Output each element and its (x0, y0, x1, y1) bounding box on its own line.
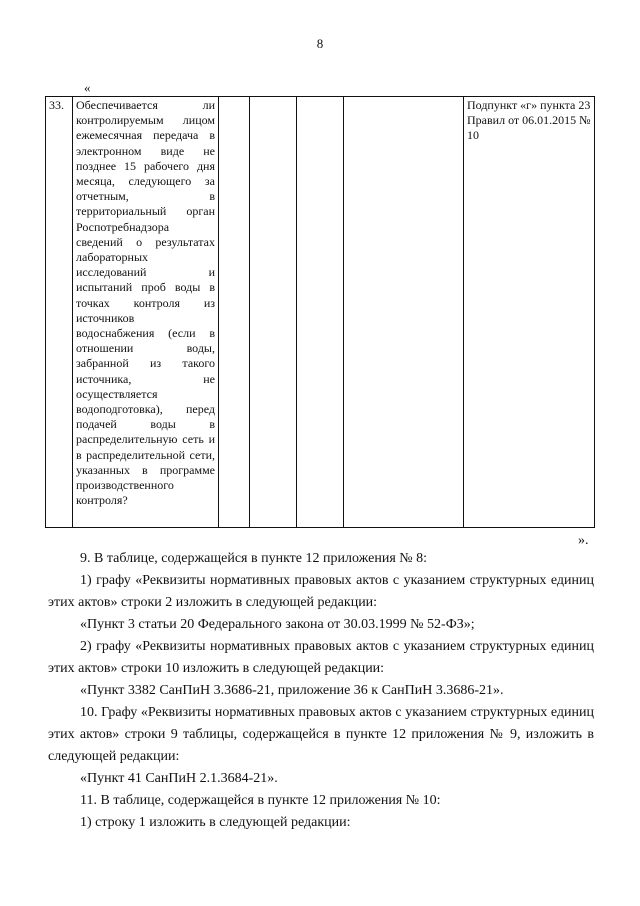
paragraph: 9. В таблице, содержащейся в пункте 12 приложения № 8: (80, 551, 428, 566)
paragraph: 2) графу «Реквизиты нормативных правовых актов с указанием структурных единиц этих актов» строки 10 изложить в следующей редакции: (48, 639, 594, 676)
paragraph: 11. В таблице, содержащейся в пункте 12 приложения № 10: (80, 793, 441, 808)
empty-cell (344, 97, 464, 528)
paragraph: «Пункт 3 статьи 20 Федерального закона от 30.03.1999 № 52-ФЗ»; (80, 617, 475, 632)
paragraph: 1) графу «Реквизиты нормативных правовых актов с указанием структурных единиц этих актов» строки 2 изложить в следующей редакции: (48, 573, 594, 610)
legal-reference-cell: Подпункт «г» пункта 23 Правил от 06.01.2015 № 10 (464, 97, 595, 528)
table-row (46, 97, 595, 528)
empty-cell (250, 97, 297, 528)
paragraph: 1) строку 1 изложить в следующей редакции: (80, 815, 351, 830)
amendment-text (48, 548, 594, 834)
page-number: 8 (316, 36, 324, 51)
paragraph: 10. Графу «Реквизиты нормативных правовых актов с указанием структурных единиц этих актов» строки 9 таблицы, содержащейся в пункте 12 приложения № 9, изложить в следующей редакции: (48, 705, 594, 764)
requirements-table (45, 96, 595, 528)
closing-quote: ». (578, 533, 589, 548)
empty-cell (219, 97, 250, 528)
row-number-cell: 33. (46, 97, 73, 528)
opening-quote: « (84, 80, 91, 95)
empty-cell (297, 97, 344, 528)
question-cell: Обеспечивается ли контролируемым лицом ежемесячная передача в электронном виде не позднее 15 рабочего дня месяца, следующего за отчетным, в территориальный орган Роспотребнадзора сведений о результатах лабораторных исследований и испытаний проб воды в точках контроля из источников водоснабжения (если в отношении воды, забранной из такого источника, не осуществляется водоподготовка), перед подачей воды в распределительную сеть и в распределительной сети, указанных в программе производственного контроля? (73, 97, 219, 528)
paragraph: «Пункт 3382 СанПиН 3.3686-21, приложение 36 к СанПиН 3.3686-21». (80, 683, 504, 698)
paragraph: «Пункт 41 СанПиН 2.1.3684-21». (80, 771, 278, 786)
